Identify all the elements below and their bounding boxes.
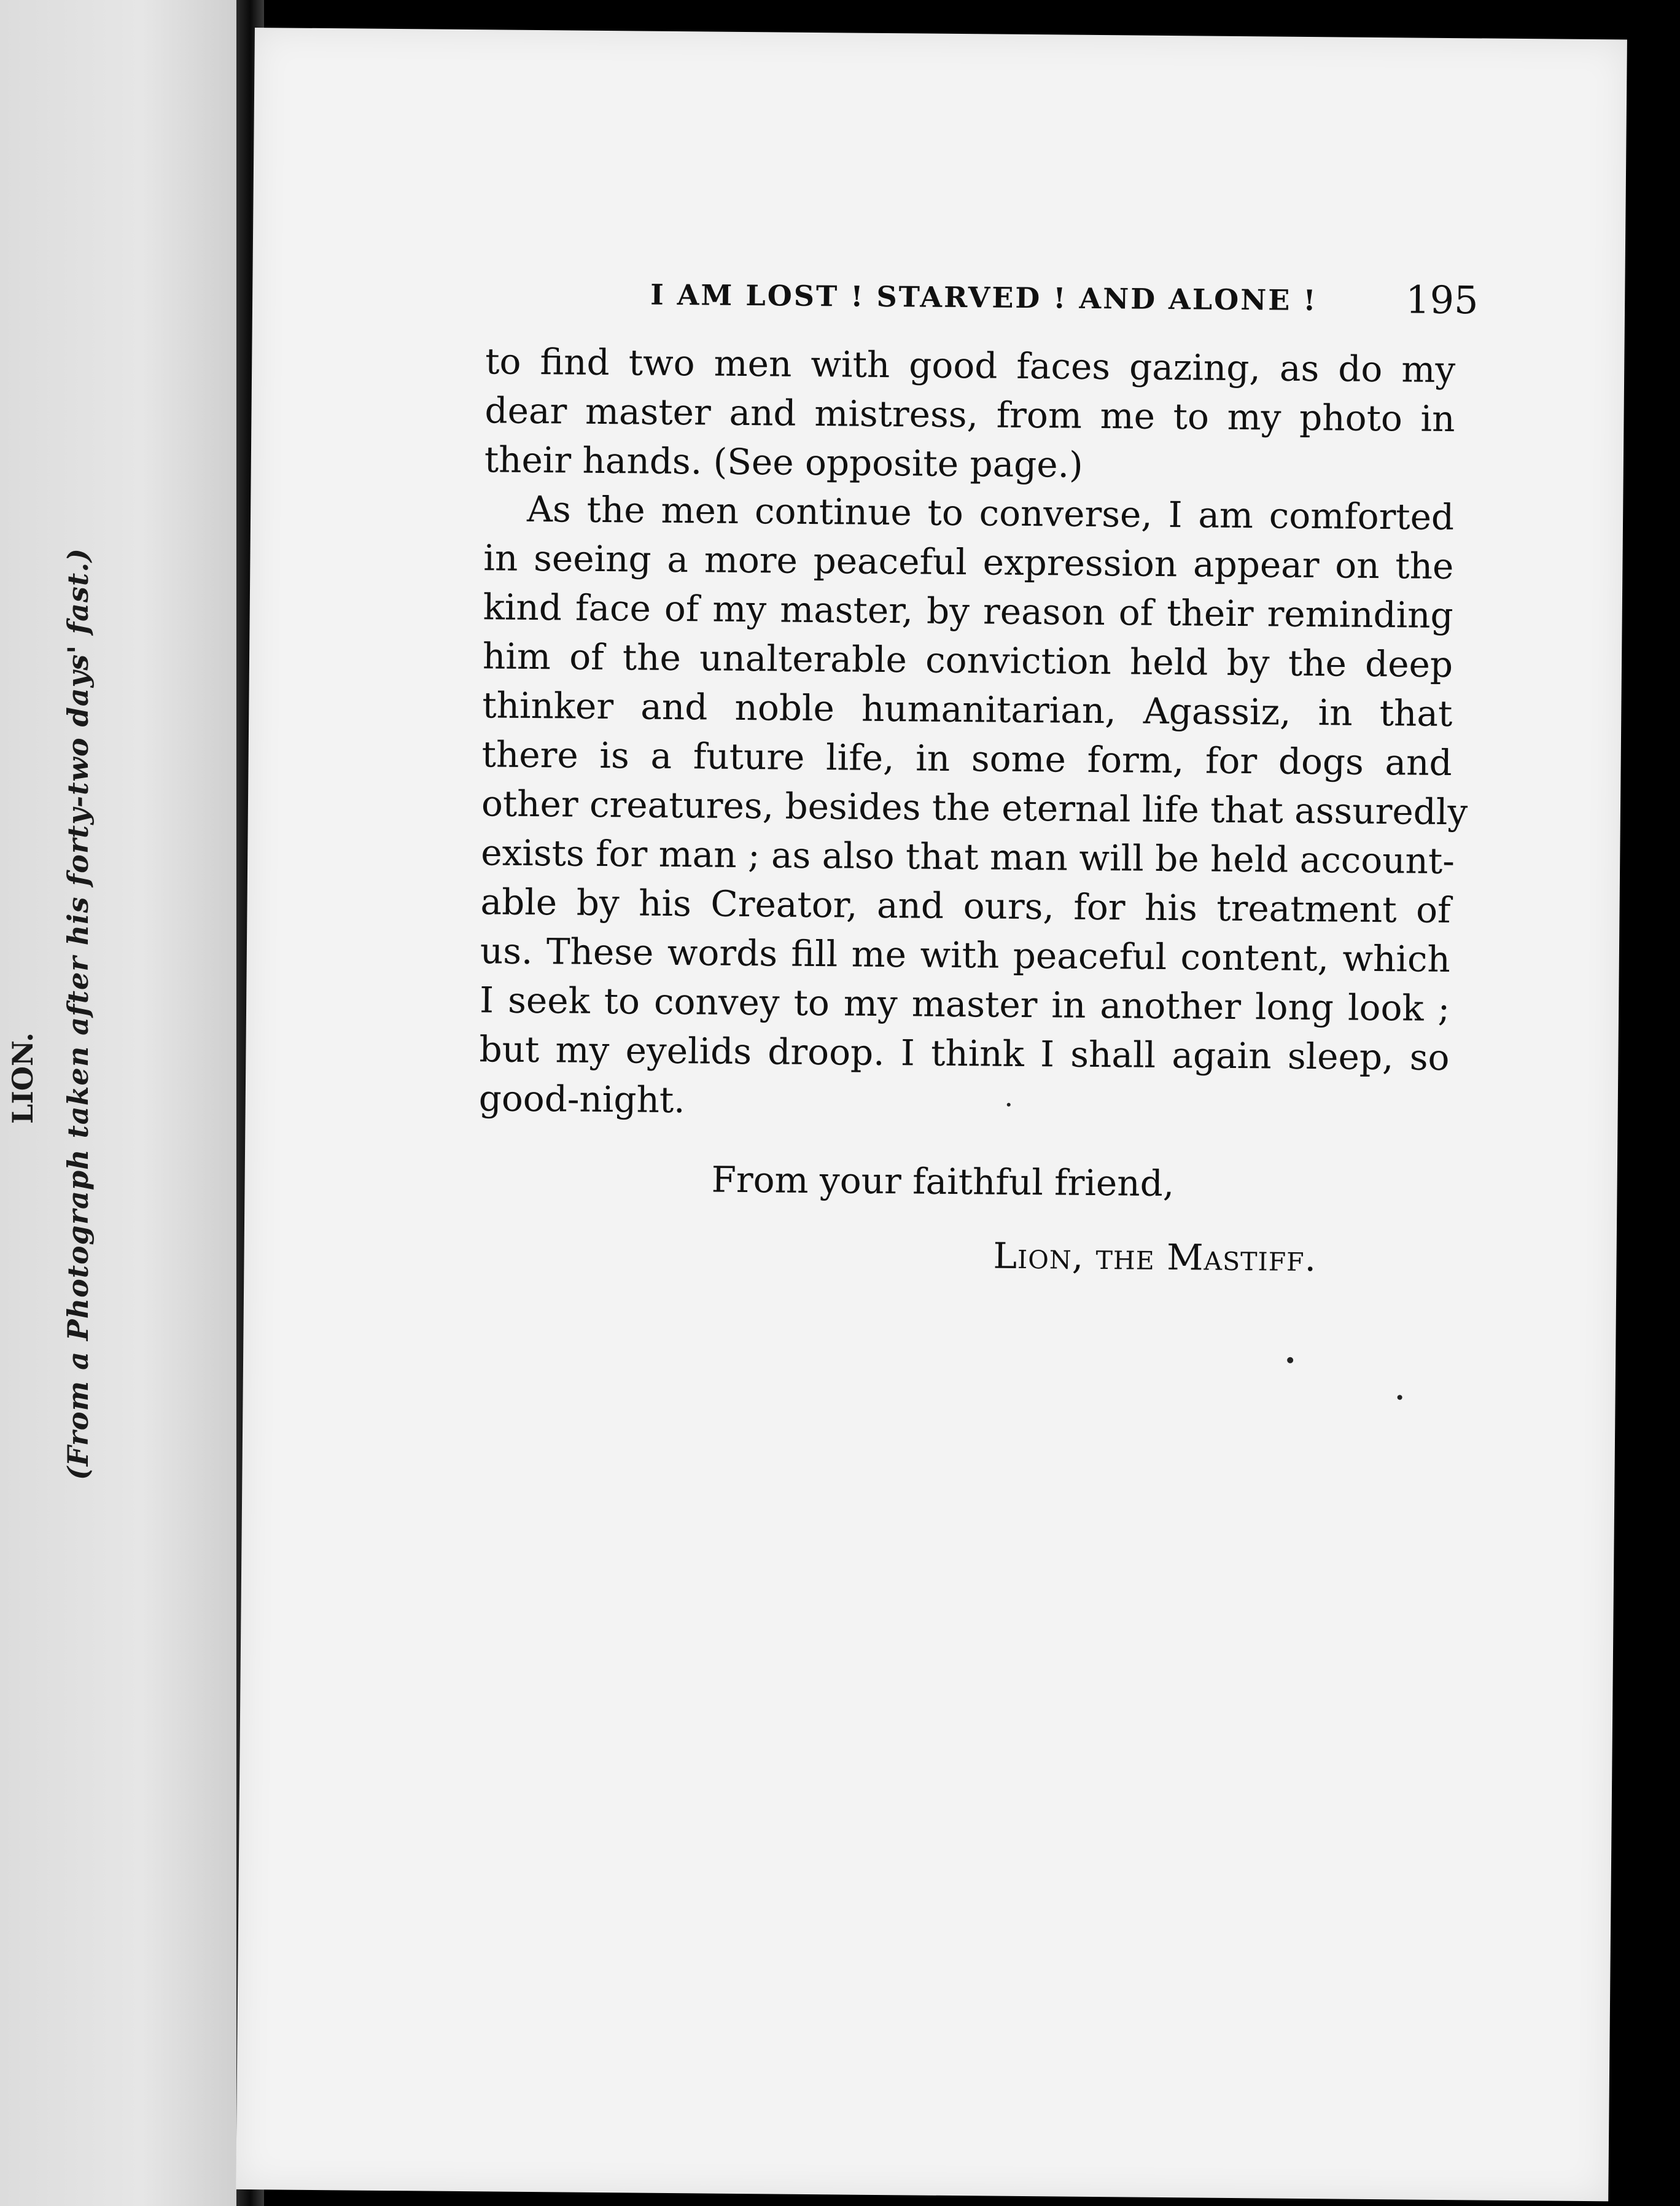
facing-page-fragment: LION. — [6, 1032, 39, 1124]
page-number: 195 — [1405, 277, 1479, 323]
text-line: good-night. — [478, 1077, 685, 1121]
text-line: us. These words fill me with peaceful content, which — [480, 930, 1451, 981]
text-line: other creatures, besides the eternal life that assuredly — [481, 782, 1468, 833]
text-line: their hands. (See opposite page.) — [484, 438, 1084, 486]
text-line: to find two men with good faces gazing, as do my — [484, 340, 1456, 391]
ink-speck — [1007, 1103, 1011, 1107]
running-title: I AM LOST ! STARVED ! AND ALONE ! — [650, 278, 1318, 318]
ink-speck — [1287, 1357, 1293, 1363]
running-head — [650, 265, 1572, 328]
text-line: but my eyelids droop. I think I shall again sleep, so — [479, 1028, 1450, 1079]
text-line: As the men continue to converse, I am comforted — [526, 488, 1455, 539]
text-line: exists for man ; as also that man will be held account- — [480, 832, 1455, 883]
book-page — [236, 28, 1627, 2201]
text-line: kind face of my master, by reason of their reminding — [483, 586, 1454, 637]
ink-speck — [1398, 1395, 1402, 1400]
signature: Lion, the Mastiff. — [993, 1234, 1317, 1280]
text-line: in seeing a more peaceful expression appear on the — [483, 537, 1454, 588]
body-text — [478, 337, 1468, 1131]
closing-line: From your faithful friend, — [711, 1158, 1175, 1205]
text-line: dear master and mistress, from me to my photo in — [484, 389, 1455, 440]
facing-page — [0, 0, 236, 2206]
text-line: I seek to convey to my master in another long look ; — [479, 979, 1450, 1030]
text-line: able by his Creator, and ours, for his treatment of — [480, 881, 1451, 932]
text-line: there is a future life, in some form, for dogs and — [481, 733, 1452, 784]
text-line: thinker and noble humanitarian, Agassiz, in that — [482, 684, 1453, 735]
text-line: him of the unalterable conviction held by the deep — [482, 635, 1453, 686]
photo-caption: (From a Photograph taken after his forty-two days' fast.) — [61, 548, 95, 1480]
